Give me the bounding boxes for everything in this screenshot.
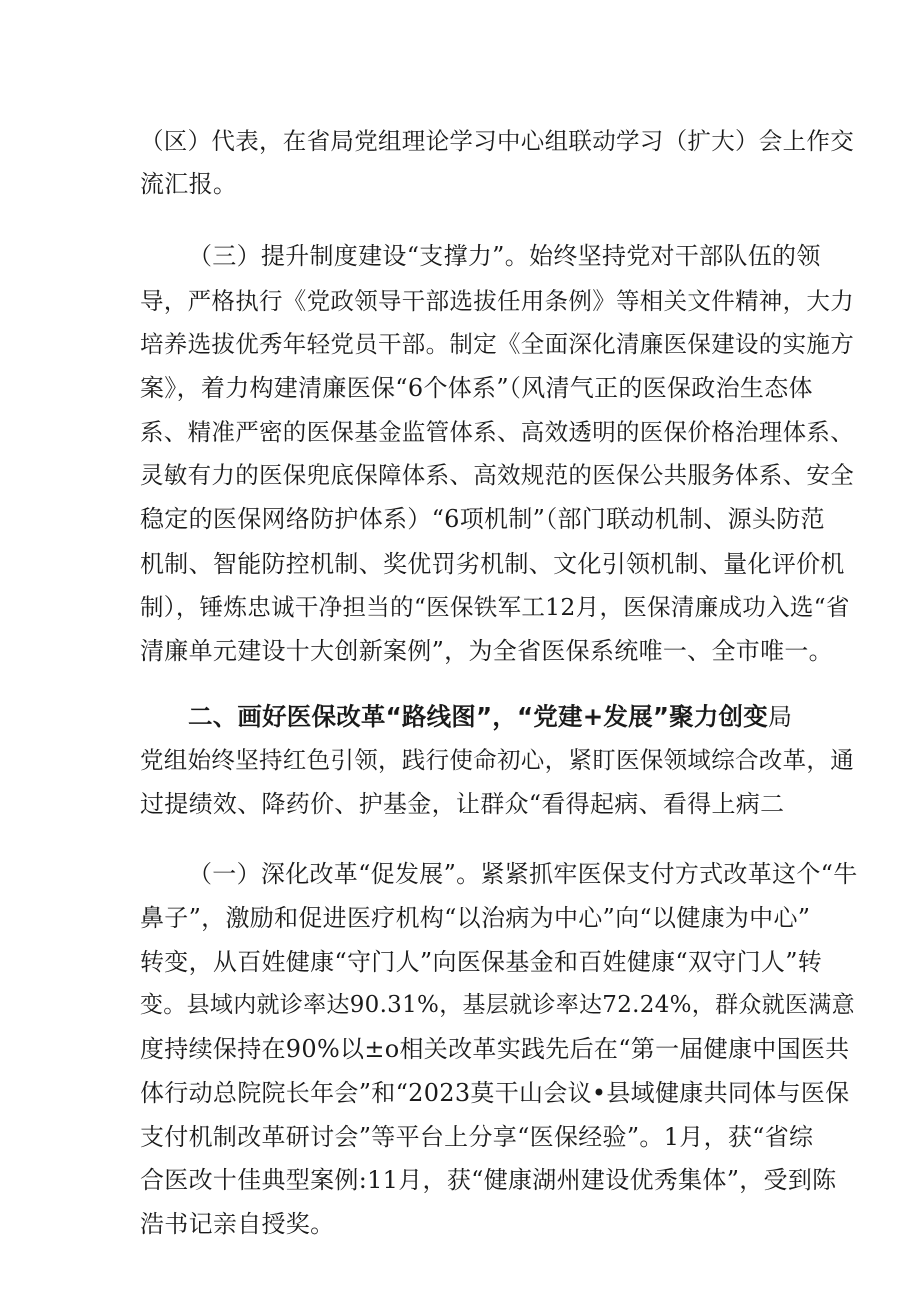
text-line: （区）代表，在省局党组理论学习中心组联动学习（扩大）会上作交	[140, 127, 854, 155]
text-line: 稳定的医保网络防护体系）“6项机制”（部门联动机制、源头防范	[140, 505, 825, 533]
text-line: 培养选拔优秀年轻党员干部。制定《全面深化清廉医保建设的实施方	[140, 330, 854, 358]
text-line: 合医改十佳典型案例:11月，获“健康湖州建设优秀集体”，受到陈	[140, 1166, 837, 1194]
text-line: 灵敏有力的医保兜底保障体系、高效规范的医保公共服务体系、安全	[140, 461, 854, 489]
text-line: 机制、智能防控机制、奖优罚劣机制、文化引领机制、量化评价机	[140, 550, 845, 578]
text-line: 支付机制改革研讨会”等平台上分享“医保经验”。1月，获“省综	[140, 1123, 814, 1151]
text-line: 导，严格执行《党政领导干部选拔任用条例》等相关文件精神，大力	[140, 287, 854, 315]
section-heading-bold: 二、画好医保改革“路线图”，“党建+发展”聚力创变	[188, 702, 768, 731]
text-line: 转变，从百姓健康“守门人”向医保基金和百姓健康“双守门人”转	[140, 948, 823, 976]
section-heading-tail: 局	[767, 703, 793, 731]
paragraph-heading-line: （三）提升制度建设“支撑力”。始终坚持党对干部队伍的领	[188, 242, 821, 270]
text-line: 过提绩效、降药价、护基金，让群众“看得起病、看得上病二	[140, 790, 785, 818]
text-line: 浩书记亲自授奖。	[140, 1210, 335, 1238]
text-line: 系、精准严密的医保基金监管体系、高效透明的医保价格治理体系、	[140, 418, 854, 446]
text-line: 变。县域内就诊率达90.31%，基层就诊率达72.24%，群众就医满意	[140, 992, 855, 1018]
text-line: 鼻子”，激励和促进医疗机构“以治病为中心”向“以健康为中心”	[140, 904, 811, 932]
text-line: 制），锤炼忠诚干净担当的“医保铁军工12月，医保清廉成功入选“省	[140, 593, 850, 621]
text-line: 案》，着力构建清廉医保“6个体系”（风清气正的医保政治生态体	[140, 374, 813, 402]
text-line: 体行动总院院长年会”和“2023莫干山会议•县域健康共同体与医保	[140, 1079, 850, 1107]
text-line: 清廉单元建设十大创新案例”，为全省医保系统唯一、全市唯一。	[140, 637, 833, 665]
text-line: 流汇报。	[140, 170, 238, 198]
text-line: 党组始终坚持红色引领，践行使命初心，紧盯医保领域综合改革，通	[140, 746, 854, 774]
text-line: 度持续保持在90%以±o相关改革实践先后在“第一届健康中国医共	[140, 1035, 850, 1063]
paragraph-heading-line: （一）深化改革“促发展”。紧紧抓牢医保支付方式改革这个“牛	[188, 860, 858, 888]
section-heading	[188, 697, 792, 737]
